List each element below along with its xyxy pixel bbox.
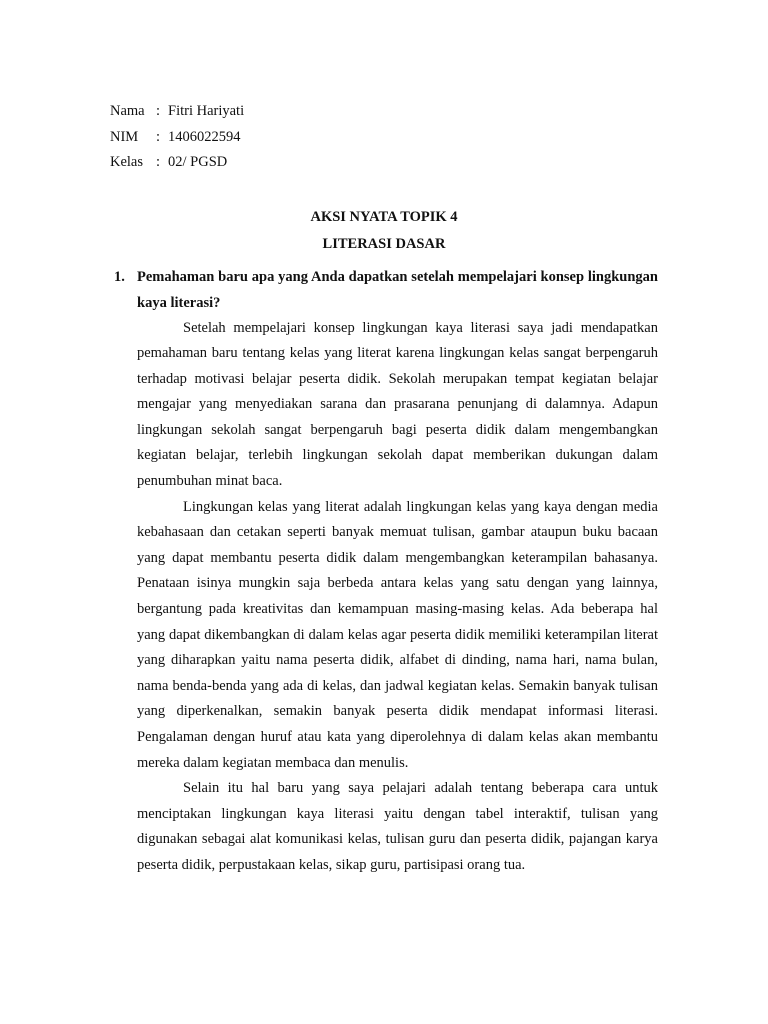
title-line-1: AKSI NYATA TOPIK 4 [310,208,458,225]
nama-label: Nama [110,103,145,119]
question-number: 1. [114,268,125,285]
nama-separator: : [156,103,161,119]
answer-1 [137,316,658,879]
nim-label: NIM [110,128,139,145]
kelas-value: 02/ PGSD [168,154,228,170]
kelas-separator: : [156,154,161,170]
nim-value: 1406022594 [168,128,241,145]
nim-row [110,125,658,151]
answer-paragraph-1: Setelah mempelajari konsep lingkungan kaya literasi saya jadi mendapatkan pemahaman baru tentang kelas yang literat karena lingkungan kelas sangat berpengaruh terhadap motivasi belajar peserta didik. Sekolah merupakan tempat kegiatan belajar mengajar yang menyediakan sarana dan prasarana penunjang di dalamnya. Adapun lingkungan sekolah sangat berpengaruh bagi peserta didik dalam mengembangkan kegiatan belajar, terlebih lingkungan sekolah dapat memberikan dukungan dalam penumbuhan minat baca. [137,319,658,490]
question-text: Pemahaman baru apa yang Anda dapatkan setelah mempelajari konsep lingkungan kaya literasi? [137,268,658,311]
answer-paragraph-2: Lingkungan kelas yang literat adalah lingkungan kelas yang kaya dengan media kebahasaan dan cetakan seperti banyak memuat tulisan, gambar ataupun buku bacaan yang dapat membantu peserta didik dalam mengembangkan keterampilan bahasanya. Penataan isinya mungkin saja berbeda antara kelas yang satu dengan yang lainnya, bergantung pada kreativitas dan kemampuan masing-masing kelas. Ada beberapa hal yang dapat dikembangkan di dalam kelas agar peserta didik memiliki keterampilan literat yang diharapkan yaitu nama peserta didik, alfabet di dinding, nama hari, nama bulan, nama benda-benda yang ada di kelas, dan jadwal kegiatan kelas. Semakin banyak tulisan yang diperkenalkan, semakin banyak peserta didik mendapat informasi literasi. Pengalaman dengan huruf atau kata yang diperolehnya di dalam kelas akan membantu mereka dalam kegiatan membaca dan menulis. [137,498,658,771]
nim-separator: : [156,128,161,145]
kelas-label: Kelas [110,154,144,170]
kelas-row [110,150,658,176]
question-1 [110,264,658,316]
nama-value: Fitri Hariyati [168,103,245,119]
answer-paragraph-3: Selain itu hal baru yang saya pelajari adalah tentang beberapa cara untuk menciptakan lingkungan kaya literasi yaitu dengan tabel interaktif, tulisan yang digunakan sebagai alat komunikasi kelas, tulisan guru dan peserta didik, pajangan karya peserta didik, perpustakaan kelas, sikap guru, partisipasi orang tua. [137,780,658,873]
title-line-2: LITERASI DASAR [322,235,446,252]
student-identity [110,99,658,176]
nama-row [110,99,658,125]
document-title [110,204,658,258]
